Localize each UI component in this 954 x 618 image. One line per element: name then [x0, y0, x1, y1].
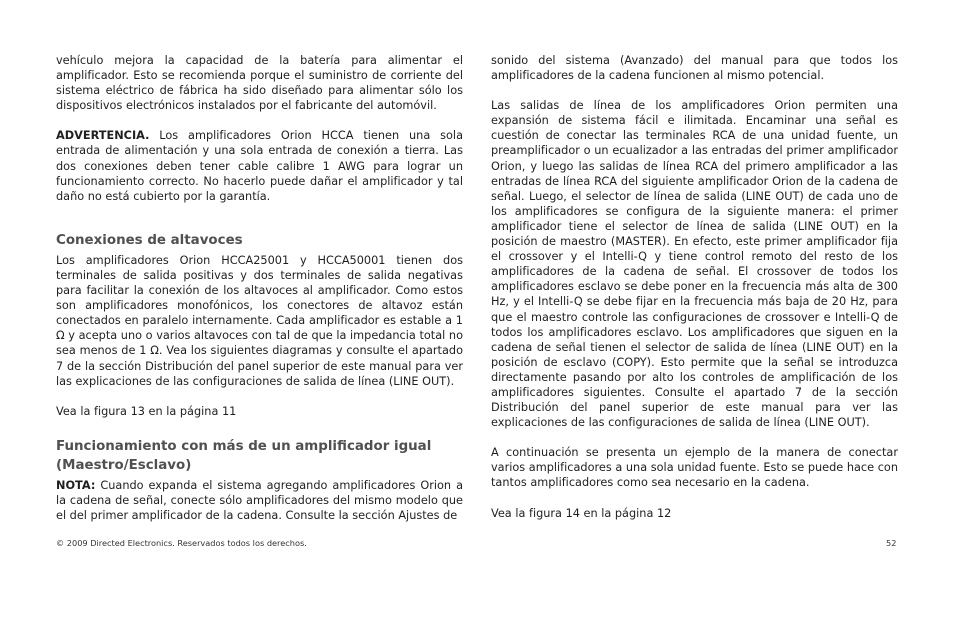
footer-copyright: © 2009 Directed Electronics. Reservados todos los derechos. [56, 538, 307, 548]
warning-label: ADVERTENCIA. [56, 129, 150, 143]
note-text: Cuando expanda el sistema agregando amplificadores Orion a la cadena de señal, conecte sólo amplificadores del mismo modelo que el del primer amplificador de la cadena. Consulte la sección Ajustes de [56, 478, 463, 522]
right-column [491, 53, 898, 521]
left-column [56, 53, 463, 523]
paragraph: Las salidas de línea de los amplificadores Orion permiten una expansión de sistema fácil e ilimitada. Encaminar una señal es cuestión de conectar las terminales RCA de una unidad fuente, un preamplificador o un ecualizador a las entradas del primer amplificador Orion, y luego las salidas de línea RCA del primero amplificador a las entradas de línea RCA del siguiente amplificador Orion de la cadena de señal. Luego, el selector de línea de salida (LINE OUT) de cada uno de los amplificadores se configura de la siguiente manera: el primer amplificador tiene el selector de línea de salida (LINE OUT) en la posición de maestro (MASTER). En efecto, este primer amplificador fija el crossover y el Intelli-Q y tiene control remoto del resto de los amplificadores de la cadena de señal. El crossover de todos los amplificadores esclavo se debe poner en la frecuencia más alta de 300 Hz, y el Intelli-Q se debe fijar en la frecuencia más baja de 20 Hz, para que el maestro controle las configuraciones de crossover e Intelli-Q de todos los amplificadores esclavo. Los amplificadores que siguen en la cadena de señal tienen el selector de salida de línea (LINE OUT) en la posición de esclavo (COPY). Esto permite que la señal se introduzca directamente pasando por alto los controles de amplificación de los amplificadores siguientes. Consulte el apartado 7 de la sección Distribución del panel superior de este manual para ver las explicaciones de las configuraciones de salida de línea (LINE OUT). [491, 99, 898, 430]
figure-reference: Vea la figura 13 en la página 11 [56, 404, 237, 418]
warning-paragraph [56, 128, 463, 203]
section-heading-master-slave: Funcionamiento con más de un amplificador igual (Maestro/Esclavo) [56, 438, 432, 473]
paragraph: Los amplificadores Orion HCCA25001 y HCCA50001 tienen dos terminales de salida positivas y dos terminales de salida negativas para facilitar la conexión de los altavoces al amplificador. Como estos son amplificadores monofónicos, los conectores de altavoz están conectados en paralelo internamente. Cada amplificador es estable a 1 Ω y acepta uno o varios altavoces con tal de que la impedancia total no sea menos de 1 Ω. Vea los siguientes diagramas y consulte el apartado 7 de la sección Distribución del panel superior de este manual para ver las explicaciones de las configuraciones de salida de línea (LINE OUT). [56, 253, 463, 388]
note-label: NOTA: [56, 478, 96, 492]
warning-text: Los amplificadores Orion HCCA tienen una sola entrada de alimentación y una sola entrada de conexión a tierra. Las dos conexiones deben tener cable calibre 1 AWG para lograr un funcionamiento correcto. No hacerlo puede dañar el amplificador y tal daño no está cubierto por la garantía. [56, 129, 463, 203]
section-heading-speaker-connections: Conexiones de altavoces [56, 232, 243, 248]
note-paragraph [56, 478, 463, 523]
paragraph: sonido del sistema (Avanzado) del manual para que todos los amplificadores de la cadena funcionen al mismo potencial. [491, 54, 898, 83]
figure-reference: Vea la figura 14 en la página 12 [491, 506, 672, 520]
paragraph: A continuación se presenta un ejemplo de la manera de conectar varios amplificadores a una sola unidad fuente. Esto se puede hace con tantos amplificadores como sea necesario en la cadena. [491, 446, 898, 490]
page-number: 52 [886, 538, 897, 548]
paragraph: vehículo mejora la capacidad de la batería para alimentar el amplificador. Esto se recomienda porque el suministro de corriente del sistema eléctrico de fábrica ha sido diseñado para alimentar sólo los dispositivos electrónicos instalados por el fabricante del automóvil. [56, 54, 463, 113]
